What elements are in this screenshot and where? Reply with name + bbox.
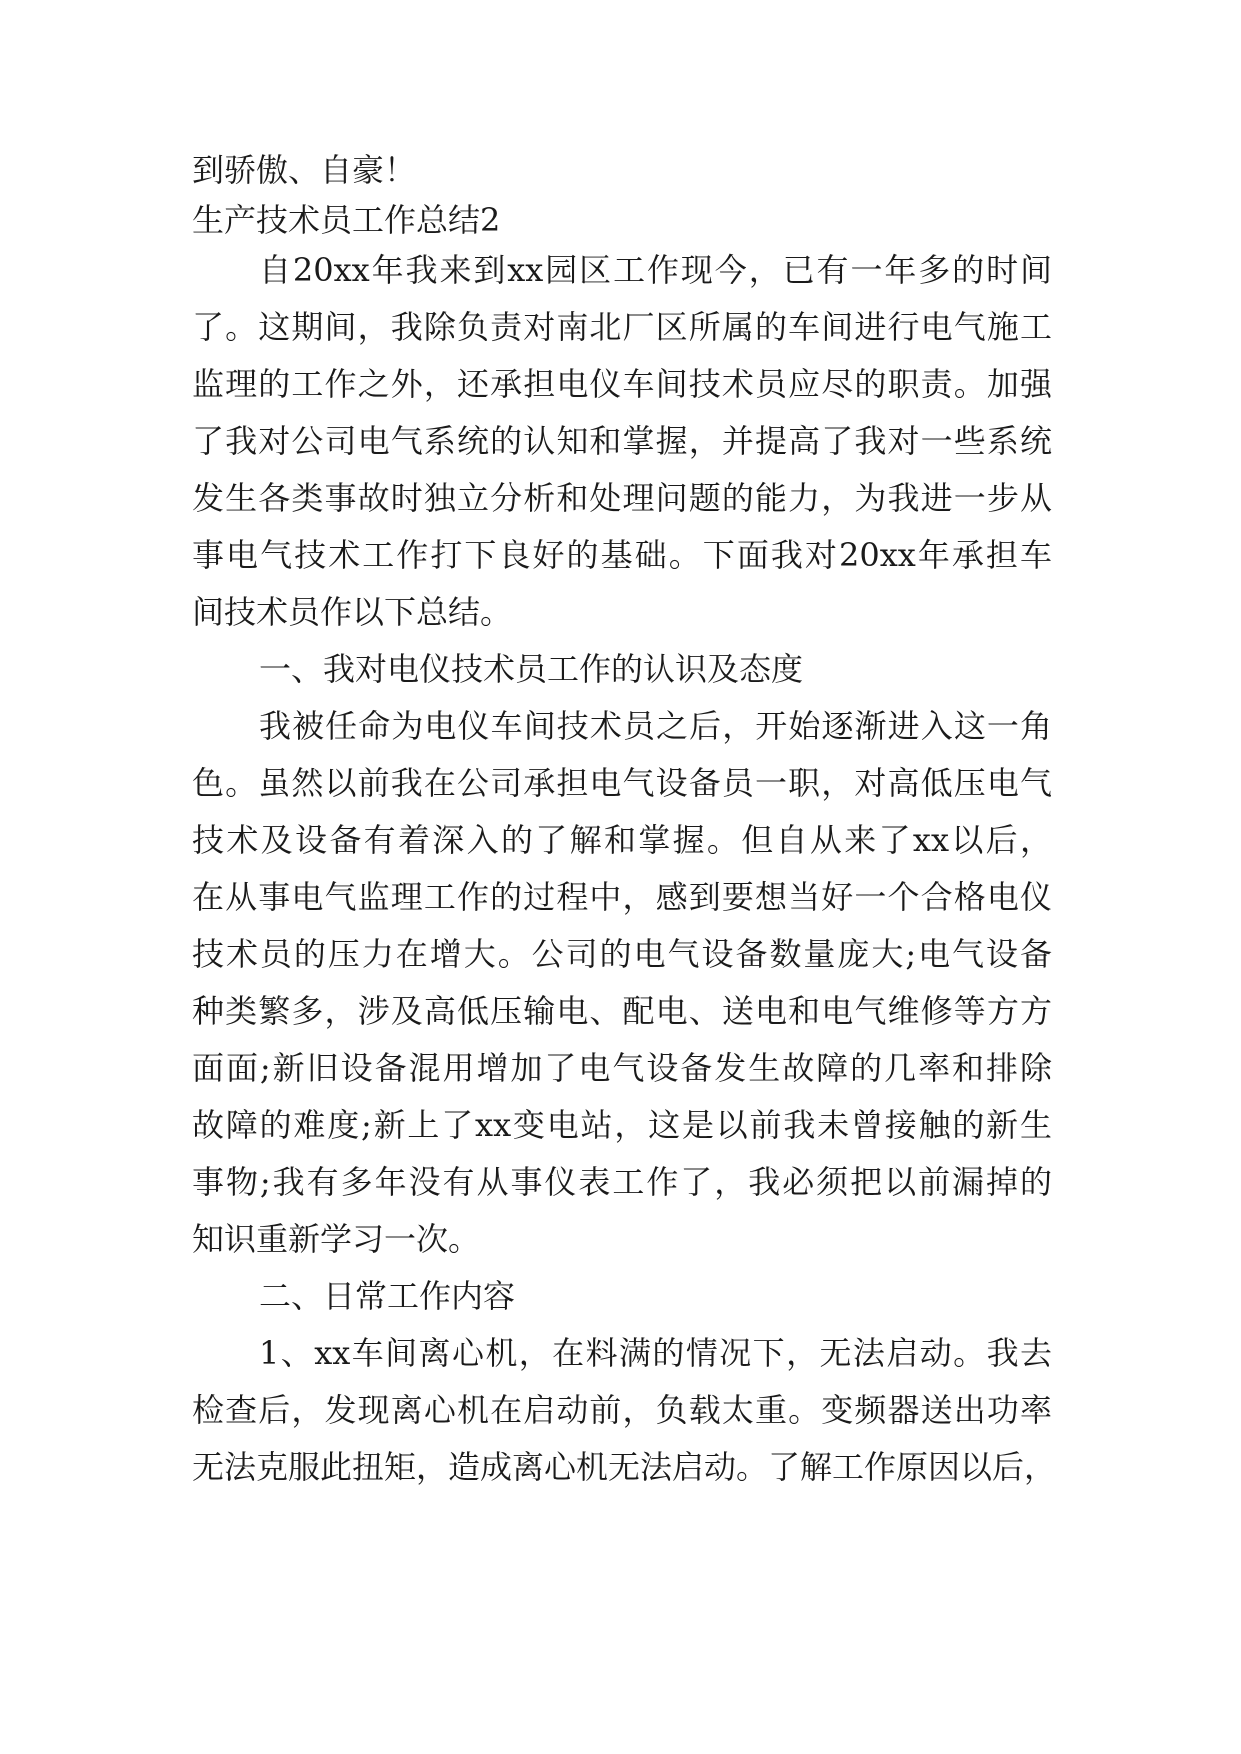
text-line: 事物;我有多年没有从事仪表工作了，我必须把以前漏掉的 [192,1163,1052,1201]
text-line: 故障的难度;新上了xx变电站，这是以前我未曾接触的新生 [192,1106,1052,1144]
text-line: 监理的工作之外，还承担电仪车间技术员应尽的职责。加强 [192,365,1052,403]
subsection-heading: 一、我对电仪技术员工作的认识及态度 [259,650,804,688]
text-line: 间技术员作以下总结。 [192,593,513,631]
text-line: 了。这期间，我除负责对南北厂区所属的车间进行电气施工 [192,308,1052,346]
section-title: 生产技术员工作总结2 [192,201,501,239]
text-line: 知识重新学习一次。 [192,1220,481,1258]
text-line: 发生各类事故时独立分析和处理问题的能力，为我进一步从 [192,479,1052,517]
text-line: 自20xx年我来到xx园区工作现今，已有一年多的时间 [259,251,1052,289]
text-line: 色。虽然以前我在公司承担电气设备员一职，对高低压电气 [192,764,1052,802]
text-line: 技术员的压力在增大。公司的电气设备数量庞大;电气设备 [192,935,1052,973]
text-line: 到骄傲、自豪！ [192,151,417,189]
text-line: 事电气技术工作打下良好的基础。下面我对20xx年承担车 [192,536,1052,574]
text-line: 了我对公司电气系统的认知和掌握，并提高了我对一些系统 [192,422,1052,460]
text-line: 检查后，发现离心机在启动前，负载太重。变频器送出功率 [192,1391,1052,1429]
text-line: 面面;新旧设备混用增加了电气设备发生故障的几率和排除 [192,1049,1052,1087]
text-line: 1、xx车间离心机，在料满的情况下，无法启动。我去 [259,1334,1052,1372]
subsection-heading: 二、日常工作内容 [259,1277,516,1315]
text-line: 无法克服此扭矩，造成离心机无法启动。了解工作原因以后， [192,1448,1057,1486]
text-line: 我被任命为电仪车间技术员之后，开始逐渐进入这一角 [259,707,1052,745]
text-line: 在从事电气监理工作的过程中，感到要想当好一个合格电仪 [192,878,1052,916]
text-line: 种类繁多，涉及高低压输电、配电、送电和电气维修等方方 [192,992,1052,1030]
text-line: 技术及设备有着深入的了解和掌握。但自从来了xx以后， [192,821,1052,859]
